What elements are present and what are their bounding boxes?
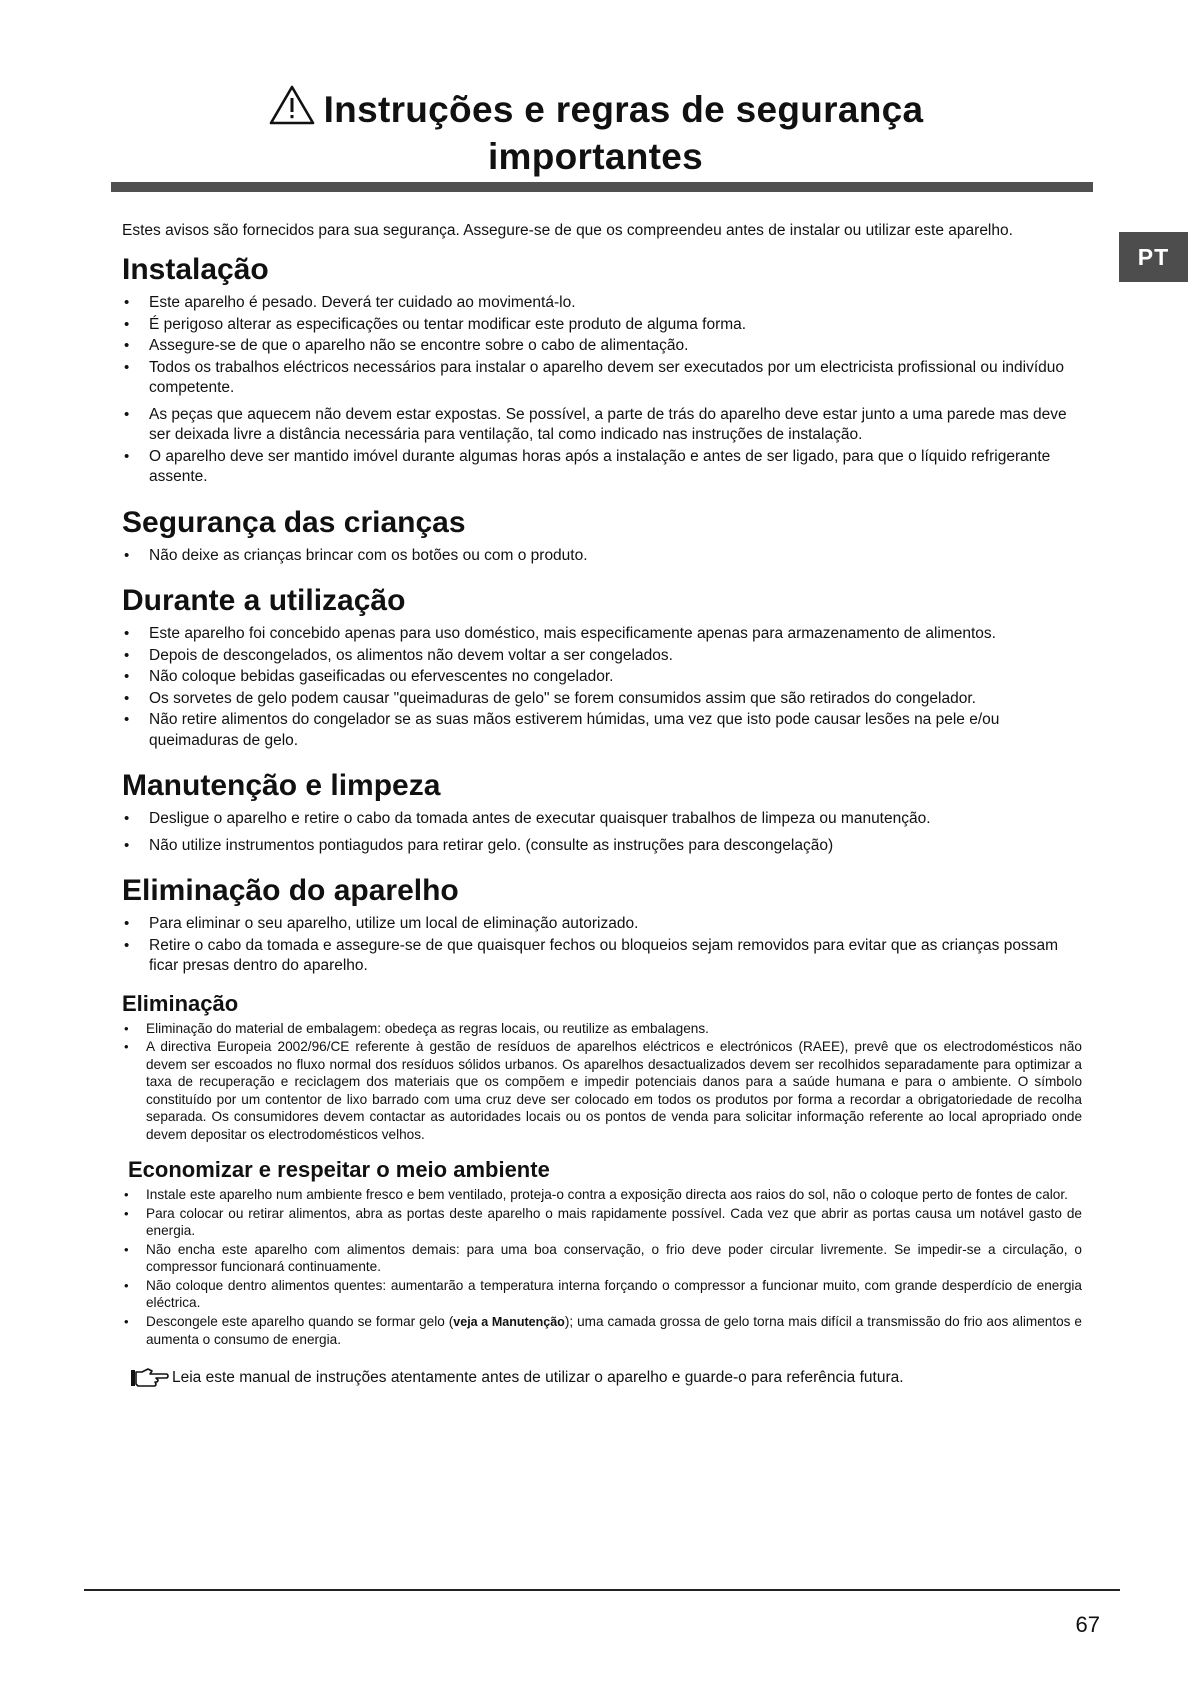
list-item: • Depois de descongelados, os alimentos não devem voltar a ser congelados. [122,646,1082,667]
list-item: • Não coloque dentro alimentos quentes: aumentarão a temperatura interna forçando o compressor a funcionar muito, com grande desperdício de energia eléctrica. [122,1277,1082,1312]
language-badge: PT [1119,232,1188,282]
list-item: • Não encha este aparelho com alimentos demais: para uma boa conservação, o frio deve poder circular livremente. Se impedir-se a circulação, o compressor funcionará continuamente. [122,1241,1082,1276]
footer-note [130,1367,1082,1389]
page-title [0,84,1191,180]
cross-reference-manutencao: veja a Manutenção [453,1314,565,1329]
list-criancas [122,546,1082,567]
list-item: • Para colocar ou retirar alimentos, abra as portas deste aparelho o mais rapidamente possível. Cada vez que abrir as portas causa um notável gasto de energia. [122,1205,1082,1240]
document-body [122,220,1082,1389]
pointing-hand-icon [130,1367,170,1389]
list-item: • Não coloque bebidas gaseificadas ou efervescentes no congelador. [122,667,1082,688]
list-item: • Eliminação do material de embalagem: obedeça as regras locais, ou reutilize as embalagens. [122,1020,1082,1038]
list-item-text-after: ); uma camada grossa de gelo torna mais difícil a transmissão do frio aos alimentos e aumenta o consumo de energia. [146,1313,1082,1347]
list-item: • Todos os trabalhos eléctricos necessários para instalar o aparelho devem ser executados por um electricista profissional ou indivíduo competente. [122,358,1082,399]
warning-triangle-icon [268,84,316,126]
list-item: • Não deixe as crianças brincar com os botões ou com o produto. [122,546,1082,567]
list-item-text-before: Descongele este aparelho quando se formar gelo ( [146,1313,454,1329]
list-item: • Não utilize instrumentos pontiagudos para retirar gelo. (consulte as instruções para descongelação) [122,836,1082,857]
list-eliminacao-aparelho [122,914,1082,977]
page-title-line-1 [0,84,1191,133]
list-item: • É perigoso alterar as especificações ou tentar modificar este produto de alguma forma. [122,315,1082,336]
list-item: • Para eliminar o seu aparelho, utilize um local de eliminação autorizado. [122,914,1082,935]
footer-note-text: Leia este manual de instruções atentamente antes de utilizar o aparelho e guarde-o para referência futura. [172,1369,904,1386]
list-item: • Assegure-se de que o aparelho não se encontre sobre o cabo de alimentação. [122,336,1082,357]
list-item: • As peças que aquecem não devem estar expostas. Se possível, a parte de trás do aparelho deve estar junto a uma parede mas deve ser deixada livre a distância necessária para ventilação, tal como indicado nas instruções de instalação. [122,405,1082,446]
list-instalacao [122,293,1082,488]
list-manutencao [122,809,1082,856]
list-eliminacao [122,1020,1082,1144]
page-number: 67 [1075,1612,1100,1637]
list-item: • Este aparelho é pesado. Deverá ter cuidado ao movimentá-lo. [122,293,1082,314]
section-title-criancas: Segurança das crianças [122,505,466,539]
list-item: • Não retire alimentos do congelador se as suas mãos estiverem húmidas, uma vez que isto pode causar lesões na pele e/ou queimaduras de gelo. [122,710,1082,751]
list-utilizacao [122,624,1082,751]
list-item: • Os sorvetes de gelo podem causar "queimaduras de gelo" se forem consumidos assim que são retirados do congelador. [122,689,1082,710]
list-economizar [122,1186,1082,1349]
list-item: • Retire o cabo da tomada e assegure-se de que quaisquer fechos ou bloqueios sejam removidos para evitar que as crianças possam ficar presas dentro do aparelho. [122,936,1082,977]
title-divider [111,182,1093,192]
intro-paragraph: Estes avisos são fornecidos para sua segurança. Assegure-se de que os compreendeu antes de instalar ou utilizar este aparelho. [122,222,1013,239]
list-item: • Instale este aparelho num ambiente fresco e bem ventilado, proteja-o contra a exposição directa aos raios do sol, não o coloque perto de fontes de calor. [122,1186,1082,1204]
subsection-title-economizar: Economizar e respeitar o meio ambiente [128,1157,550,1182]
section-title-eliminacao-aparelho: Eliminação do aparelho [122,874,459,907]
page-title-line-2: importantes [487,136,704,177]
list-item: • Este aparelho foi concebido apenas para uso doméstico, mais especificamente apenas para armazenamento de alimentos. [122,624,1082,645]
footer-divider [84,1589,1120,1591]
list-item: • O aparelho deve ser mantido imóvel durante algumas horas após a instalação e antes de ser ligado, para que o líquido refrigerante assente. [122,447,1082,488]
section-title-manutencao: Manutenção e limpeza [122,769,441,802]
list-item: • A directiva Europeia 2002/96/CE referente à gestão de resíduos de aparelhos eléctricos e electrónicos (RAEE), prevê que os electrodomésticos não devem ser escoados no fluxo normal dos resíduos sólidos urbanos. Os aparelhos desactualizados devem ser recolhidos separadamente para optimizar a taxa de recuperação e reciclagem dos materiais que os compõem e impedir potenciais danos para a saúde humana e para o ambiente. O símbolo constituído por um contentor de lixo barrado com uma cruz deve ser colocado em todos os produtos por forma a recordar a obrigatoriedade de recolha separada. Os consumidores devem contactar as autoridades locais ou os pontos de venda para solicitar informação referente ao local apropriado onde devem depositar os electrodomésticos velhos. [122,1038,1082,1143]
list-item [122,1313,1082,1349]
section-title-utilizacao: Durante a utilização [122,584,406,617]
list-item: • Desligue o aparelho e retire o cabo da tomada antes de executar quaisquer trabalhos de limpeza ou manutenção. [122,809,1082,830]
subsection-title-eliminacao: Eliminação [122,990,239,1016]
section-title-instalacao: Instalação [122,253,269,286]
title-text-1: Instruções e regras de segurança [323,89,924,130]
